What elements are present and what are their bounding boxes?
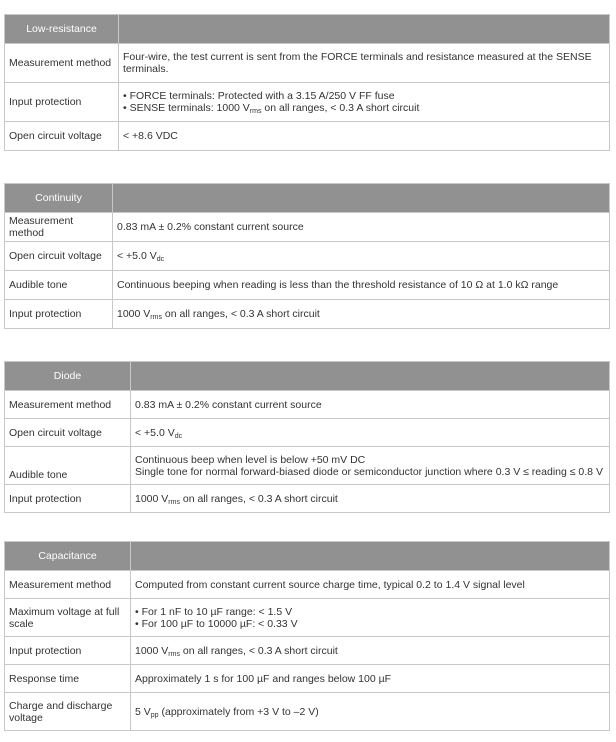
row-value: 0.83 mA ± 0.2% constant current source bbox=[113, 213, 610, 242]
section-header bbox=[5, 15, 610, 44]
row-value: Approximately 1 s for 100 µF and ranges below 100 µF bbox=[131, 665, 610, 693]
spec-table-diode bbox=[4, 361, 610, 513]
table-row bbox=[5, 571, 610, 599]
row-label: Charge and discharge voltage bbox=[5, 693, 131, 731]
table-row bbox=[5, 213, 610, 242]
row-label: Input protection bbox=[5, 300, 113, 329]
spec-table-low-resistance bbox=[4, 14, 610, 151]
table-row bbox=[5, 300, 610, 329]
row-value: 5 $V_{pp}$ (approximately from +3 V to –2 V) bbox=[131, 693, 610, 731]
table-row bbox=[5, 599, 610, 637]
table-row bbox=[5, 122, 610, 151]
row-value: < +5.0 $V_{dc}$ bbox=[113, 242, 610, 271]
row-value: 1000 $V_{rms}$ on all ranges, < 0.3 A short circuit bbox=[131, 485, 610, 513]
section-title: Continuity bbox=[5, 184, 113, 213]
row-value: < +8.6 VDC bbox=[119, 122, 610, 151]
table-row bbox=[5, 242, 610, 271]
row-label: Measurement method bbox=[5, 44, 119, 83]
row-label: Response time bbox=[5, 665, 131, 693]
section-header bbox=[5, 184, 610, 213]
row-value: < +5.0 $V_{dc}$ bbox=[131, 419, 610, 447]
row-value: 1000 $V_{rms}$ on all ranges, < 0.3 A short circuit bbox=[131, 637, 610, 665]
row-label: Input protection bbox=[5, 637, 131, 665]
table-row bbox=[5, 44, 610, 83]
row-value: Four-wire, the test current is sent from the FORCE terminals and resistance measured at the SENSE terminals. bbox=[119, 44, 610, 83]
section-header bbox=[5, 542, 610, 571]
row-value: Continuous beep when level is below +50 mV DC Single tone for normal forward-biased diode or semiconductor junction where 0.3 V ≤ reading ≤ 0.8 V bbox=[131, 447, 610, 485]
row-label: Audible tone bbox=[5, 271, 113, 300]
row-value: Continuous beeping when reading is less than the threshold resistance of 10 Ω at 1.0 kΩ range bbox=[113, 271, 610, 300]
row-value: 1000 $V_{rms}$ on all ranges, < 0.3 A short circuit bbox=[113, 300, 610, 329]
row-label: Open circuit voltage bbox=[5, 122, 119, 151]
table-row bbox=[5, 485, 610, 513]
row-value: • For 1 nF to 10 µF range: < 1.5 V • For 100 µF to 10000 µF: < 0.33 V bbox=[131, 599, 610, 637]
row-label: Maximum voltage at full scale bbox=[5, 599, 131, 637]
spec-table-capacitance bbox=[4, 541, 610, 731]
section-header bbox=[5, 362, 610, 391]
section-title: Low-resistance bbox=[5, 15, 119, 44]
row-value: • FORCE terminals: Protected with a 3.15 A/250 V FF fuse • SENSE terminals: 1000 $V_{rms}$ on all ranges, < 0.3 A short circuit bbox=[119, 83, 610, 122]
table-row bbox=[5, 637, 610, 665]
row-label: Input protection bbox=[5, 83, 119, 122]
spec-table-continuity bbox=[4, 183, 610, 329]
table-row bbox=[5, 419, 610, 447]
table-row bbox=[5, 83, 610, 122]
row-value: Computed from constant current source charge time, typical 0.2 to 1.4 V signal level bbox=[131, 571, 610, 599]
table-row bbox=[5, 271, 610, 300]
row-label: Open circuit voltage bbox=[5, 242, 113, 271]
section-title: Capacitance bbox=[5, 542, 131, 571]
row-label: Measurement method bbox=[5, 391, 131, 419]
table-row bbox=[5, 447, 610, 485]
row-label: Audible tone bbox=[5, 447, 131, 485]
row-label: Measurement method bbox=[5, 213, 113, 242]
table-row bbox=[5, 693, 610, 731]
table-row bbox=[5, 665, 610, 693]
table-row bbox=[5, 391, 610, 419]
row-label: Open circuit voltage bbox=[5, 419, 131, 447]
row-label: Input protection bbox=[5, 485, 131, 513]
row-label: Measurement method bbox=[5, 571, 131, 599]
section-title: Diode bbox=[5, 362, 131, 391]
row-value: 0.83 mA ± 0.2% constant current source bbox=[131, 391, 610, 419]
